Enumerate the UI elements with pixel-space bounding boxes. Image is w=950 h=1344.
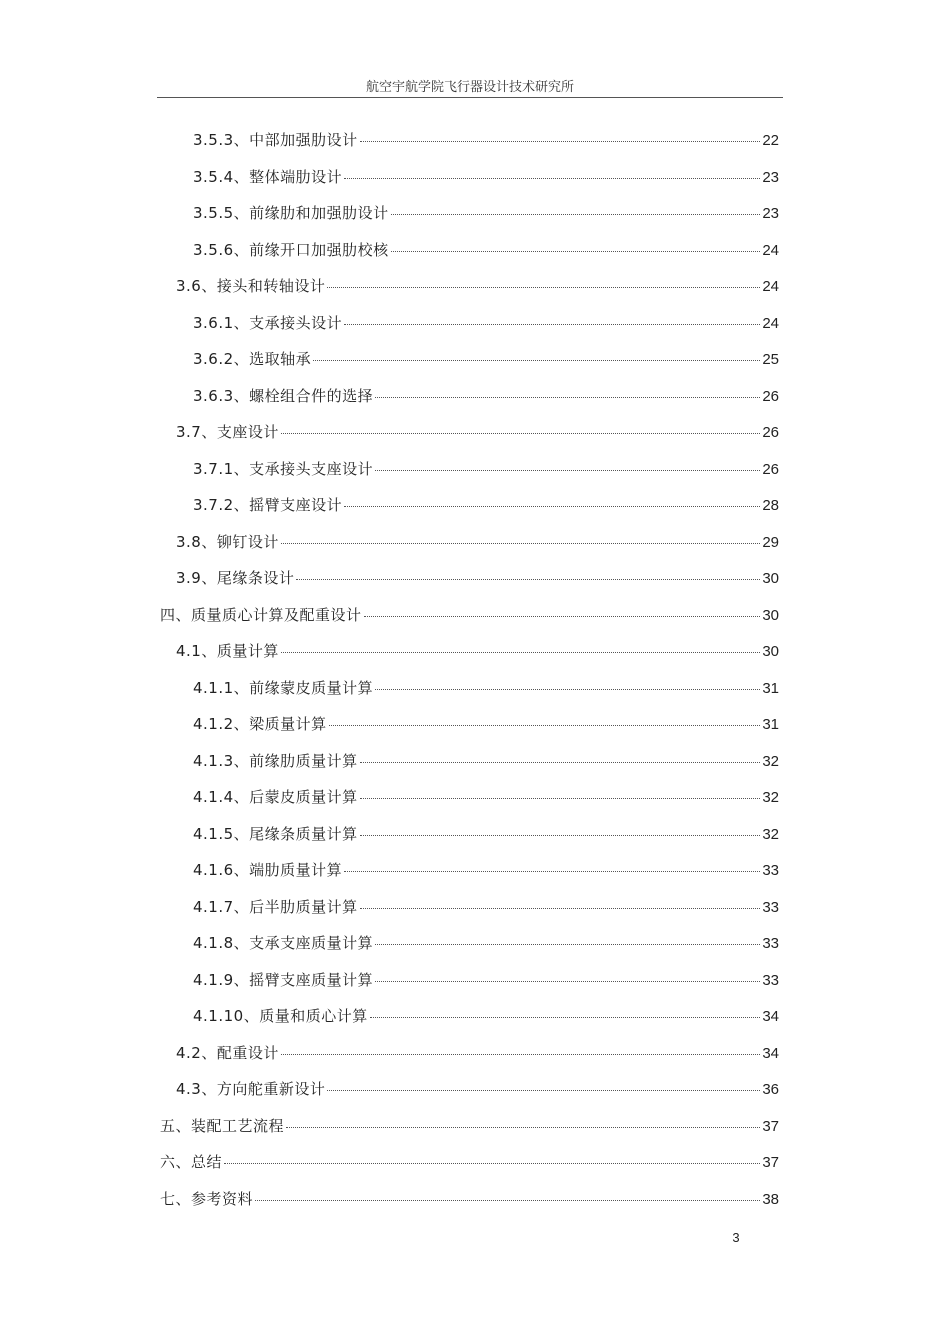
toc-dot-leader [391,250,761,252]
toc-dot-leader [344,870,760,872]
toc-entry-page: 38 [762,1190,779,1208]
toc-dot-leader [360,140,761,142]
toc-entry-page: 28 [762,497,779,514]
toc-entry-page: 32 [762,752,779,770]
toc-entry-title: 3.7、支座设计 [176,423,279,441]
toc-entry-page: 33 [762,935,779,952]
toc-dot-leader [344,177,760,179]
toc-entry-title: 3.5.4、整体端肋设计 [193,167,343,186]
toc-dot-leader [391,213,761,215]
toc-entry-page: 32 [762,825,779,843]
toc-entry-title: 3.7.2、摇臂支座设计 [193,496,343,514]
toc-entry[interactable] [193,858,779,882]
toc-entry[interactable] [160,1114,779,1138]
toc-entry-page: 30 [762,570,779,587]
toc-dot-leader [344,323,760,325]
toc-entry-title: 4.2、配重设计 [176,1043,279,1062]
toc-entry[interactable] [193,1004,779,1028]
toc-entry[interactable] [193,931,779,955]
toc-entry[interactable] [176,274,779,298]
toc-entry-page: 34 [762,1008,779,1025]
toc-dot-leader [344,505,760,507]
toc-dot-leader [281,1053,760,1055]
toc-dot-leader [286,1126,760,1128]
toc-entry[interactable] [193,749,779,773]
toc-dot-leader [327,1089,760,1091]
toc-dot-leader [255,1199,760,1201]
toc-entry-title: 4.1.6、端肋质量计算 [193,861,343,879]
toc-entry-title: 4.1.3、前缘肋质量计算 [193,751,358,770]
toc-entry-page: 31 [762,679,779,697]
toc-entry-title: 3.6、接头和转轴设计 [176,277,326,295]
toc-dot-leader [375,469,760,471]
toc-dot-leader [375,688,760,690]
toc-entry-title: 3.6.3、螺栓组合件的选择 [193,386,374,405]
toc-entry[interactable] [176,530,779,554]
toc-dot-leader [360,797,761,799]
toc-dot-leader [296,578,760,580]
toc-entry-page: 37 [762,1117,779,1135]
toc-entry-page: 32 [762,789,779,806]
toc-entry[interactable] [176,420,779,444]
toc-entry-page: 30 [762,643,779,660]
toc-dot-leader [375,980,760,982]
toc-entry-title: 3.8、铆钉设计 [176,532,279,551]
toc-entry-page: 24 [762,278,779,295]
toc-entry-title: 五、装配工艺流程 [160,1116,285,1135]
toc-entry-title: 3.5.3、中部加强肋设计 [193,131,358,149]
toc-entry-page: 33 [762,971,779,989]
toc-entry-page: 34 [762,1044,779,1062]
toc-entry-title: 4.1.9、摇臂支座质量计算 [193,970,374,989]
toc-entry[interactable] [193,201,779,225]
toc-entry[interactable] [176,1041,779,1065]
toc-dot-leader [329,724,761,726]
toc-entry[interactable] [193,128,779,152]
toc-entry-title: 3.6.1、支承接头设计 [193,313,343,332]
toc-dot-leader [313,359,760,361]
toc-dot-leader [375,396,760,398]
toc-entry[interactable] [160,1187,779,1211]
toc-entry-title: 四、质量质心计算及配重设计 [160,605,362,624]
toc-entry-title: 3.6.2、选取轴承 [193,350,312,368]
toc-entry-page: 33 [762,898,779,916]
toc-entry-page: 26 [762,460,779,478]
toc-entry[interactable] [193,895,779,919]
toc-entry[interactable] [193,493,779,517]
toc-entry[interactable] [176,566,779,590]
toc-entry-title: 4.1、质量计算 [176,642,279,660]
toc-entry-page: 24 [762,314,779,332]
toc-entry-page: 33 [762,862,779,879]
toc-entry-title: 3.5.6、前缘开口加强肋校核 [193,240,389,259]
toc-entry-title: 4.3、方向舵重新设计 [176,1080,326,1098]
toc-entry[interactable] [176,639,779,663]
toc-entry-title: 六、总结 [160,1153,223,1171]
toc-dot-leader [364,615,761,617]
toc-entry-title: 3.7.1、支承接头支座设计 [193,459,374,478]
toc-entry[interactable] [193,712,779,736]
toc-entry-title: 4.1.2、梁质量计算 [193,715,327,733]
header-divider [157,97,783,98]
toc-entry[interactable] [160,1150,779,1174]
toc-entry[interactable] [193,968,779,992]
toc-entry-page: 23 [762,205,779,222]
toc-entry[interactable] [193,165,779,189]
toc-entry-page: 37 [762,1154,779,1171]
toc-dot-leader [281,432,760,434]
toc-dot-leader [360,834,761,836]
toc-entry-page: 36 [762,1081,779,1098]
toc-entry[interactable] [176,1077,779,1101]
toc-entry-page: 25 [762,351,779,368]
toc-entry[interactable] [160,603,779,627]
toc-entry-title: 4.1.4、后蒙皮质量计算 [193,788,358,806]
toc-entry-title: 4.1.7、后半肋质量计算 [193,897,358,916]
toc-entry-page: 29 [762,533,779,551]
toc-dot-leader [375,943,760,945]
toc-entry[interactable] [193,311,779,335]
toc-entry-page: 30 [762,606,779,624]
page-header-title: 航空宇航学院飞行器设计技术研究所 [365,80,574,95]
toc-entry[interactable] [193,676,779,700]
toc-entry-page: 26 [762,424,779,441]
toc-entry-title: 3.9、尾缘条设计 [176,569,295,587]
toc-entry-page: 26 [762,387,779,405]
toc-entry[interactable] [193,347,779,371]
toc-entry-title: 4.1.1、前缘蒙皮质量计算 [193,678,374,697]
toc-entry-title: 3.5.5、前缘肋和加强肋设计 [193,204,389,222]
toc-entry-title: 4.1.5、尾缘条质量计算 [193,824,358,843]
toc-entry[interactable] [193,785,779,809]
toc-dot-leader [281,651,760,653]
toc-entry-page: 22 [762,132,779,149]
toc-entry-page: 23 [762,168,779,186]
toc-entry-page: 24 [762,241,779,259]
toc-entry-page: 31 [762,716,779,733]
toc-entry-title: 4.1.8、支承支座质量计算 [193,934,374,952]
toc-entry-title: 七、参考资料 [160,1189,254,1208]
toc-dot-leader [281,542,760,544]
toc-entry-title: 4.1.10、质量和质心计算 [193,1007,368,1025]
toc-entry[interactable] [193,238,779,262]
toc-entry[interactable] [193,457,779,481]
toc-dot-leader [360,761,761,763]
toc-dot-leader [327,286,760,288]
toc-dot-leader [370,1016,761,1018]
toc-entry[interactable] [193,384,779,408]
toc-dot-leader [360,907,761,909]
toc-entry[interactable] [193,822,779,846]
toc-dot-leader [224,1162,760,1164]
page-number: 3 [732,1230,740,1245]
